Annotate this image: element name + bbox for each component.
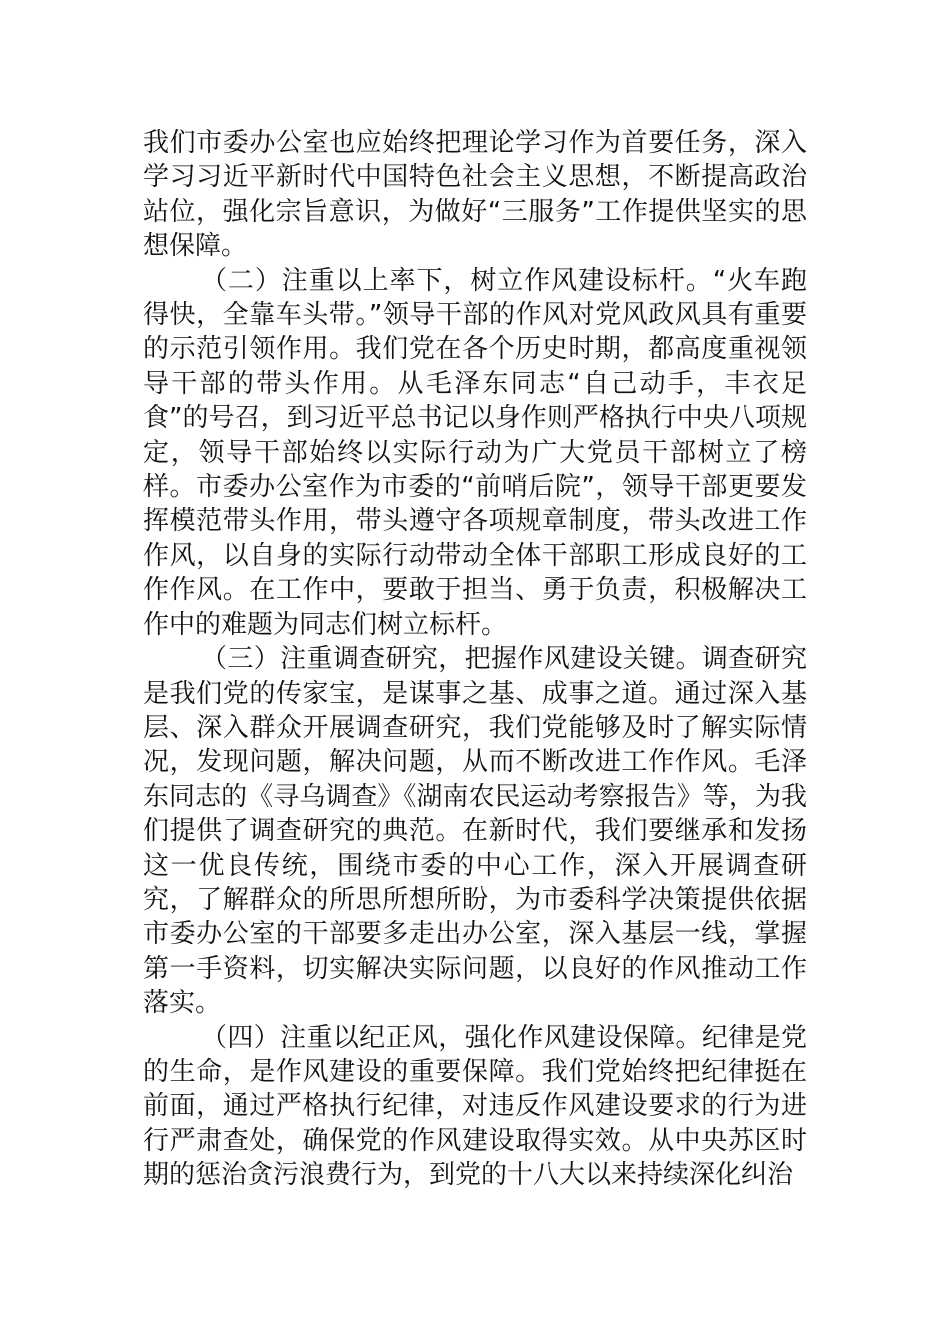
document-body: [143, 126, 807, 1193]
paragraph-section-2: （二）注重以上率下，树立作风建设标杆。“火车跑得快，全靠车头带。”领导干部的作风对党风政风具有重要的示范引领作用。我们党在各个历史时期，都高度重视领导干部的带头作用。从毛泽东同志“自己动手，丰衣足食”的号召，到习近平总书记以身作则严格执行中央八项规定，领导干部始终以实际行动为广大党员干部树立了榜样。市委办公室作为市委的“前哨后院”，领导干部更要发挥模范带头作用，带头遵守各项规章制度，带头改进工作作风，以自身的实际行动带动全体干部职工形成良好的工作作风。在工作中，要敢于担当、勇于负责，积极解决工作中的难题为同志们树立标杆。: [143, 265, 807, 640]
paragraph-section-4: （四）注重以纪正风，强化作风建设保障。纪律是党的生命，是作风建设的重要保障。我们党始终把纪律挺在前面，通过严格执行纪律，对违反作风建设要求的行为进行严肃查处，确保党的作风建设取得实效。从中央苏区时期的惩治贪污浪费行为，到党的十八大以来持续深化纠治: [143, 1022, 807, 1191]
paragraph-continuation: 我们市委办公室也应始终把理论学习作为首要任务，深入学习习近平新时代中国特色社会主义思想，不断提高政治站位，强化宗旨意识，为做好“三服务”工作提供坚实的思想保障。: [143, 128, 807, 262]
paragraph-section-3: （三）注重调查研究，把握作风建设关键。调查研究是我们党的传家宝，是谋事之基、成事之道。通过深入基层、深入群众开展调查研究，我们党能够及时了解实际情况，发现问题，解决问题，从而不断改进工作作风。毛泽东同志的《寻乌调查》《湖南农民运动考察报告》等，为我们提供了调查研究的典范。在新时代，我们要继承和发扬这一优良传统，围绕市委的中心工作，深入开展调查研究，了解群众的所思所想所盼，为市委科学决策提供依据市委办公室的干部要多走出办公室，深入基层一线，掌握第一手资料，切实解决实际问题，以良好的作风推动工作落实。: [143, 644, 807, 1019]
